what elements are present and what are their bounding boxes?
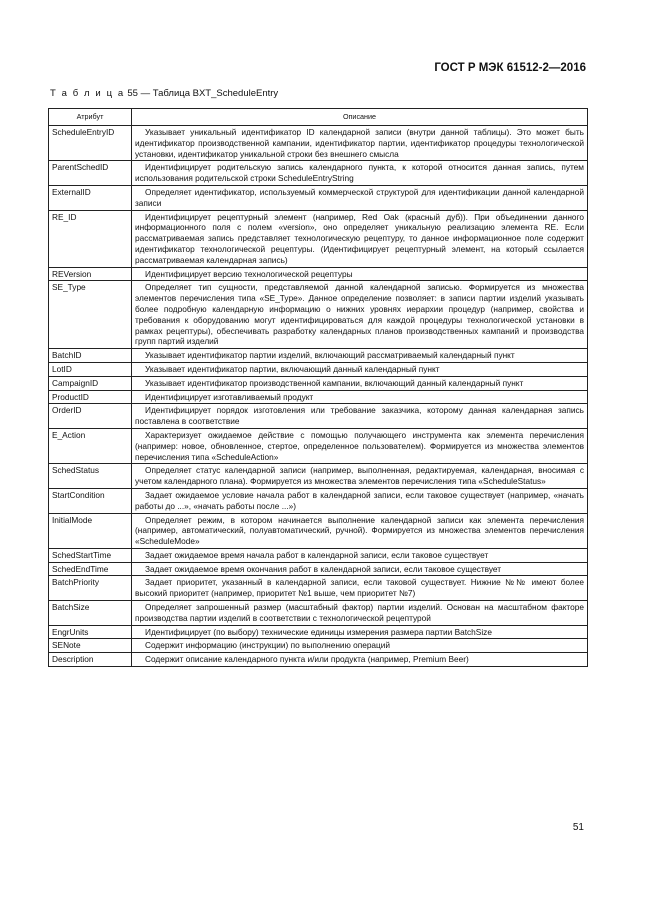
description-cell: Задает приоритет, указанный в календарной записи, если таковой существует. Нижние №№ имеют более высокий приоритет (например, приоритет №1 выше, чем приоритет №7) [132, 576, 588, 601]
table-row [49, 601, 588, 626]
attribute-cell: LotID [49, 362, 132, 376]
column-header-attribute: Атрибут [49, 109, 132, 126]
description-cell: Указывает идентификатор производственной кампании, включающий данный календарный пункт [132, 376, 588, 390]
table-row [49, 161, 588, 186]
attribute-cell: SchedStatus [49, 464, 132, 489]
table-row [49, 390, 588, 404]
table-row [49, 376, 588, 390]
description-cell: Содержит информацию (инструкции) по выполнению операций [132, 639, 588, 653]
schedule-entry-table [48, 108, 588, 667]
attribute-cell: E_Action [49, 428, 132, 463]
table-row [49, 488, 588, 513]
table-row [49, 126, 588, 161]
table-row [49, 281, 588, 349]
column-header-description: Описание [132, 109, 588, 126]
table-row [49, 362, 588, 376]
page-number: 51 [572, 822, 584, 833]
attribute-cell: InitialMode [49, 513, 132, 548]
description-cell: Задает ожидаемое время окончания работ в календарной записи, если таковое существует [132, 562, 588, 576]
attribute-cell: BatchPriority [49, 576, 132, 601]
description-cell: Указывает идентификатор партии изделий, включающий рассматриваемый календарный пункт [132, 349, 588, 363]
caption-title: 55 — Таблица BXT_ScheduleEntry [124, 88, 279, 99]
table-body [49, 126, 588, 667]
table-header-row [49, 109, 588, 126]
description-cell: Задает ожидаемое условие начала работ в календарной записи, если таковое существует (например, «начать работы до ...», «начать работы после ...») [132, 488, 588, 513]
description-cell: Содержит описание календарного пункта и/или продукта (например, Premium Beer) [132, 653, 588, 667]
table-caption [50, 88, 278, 99]
attribute-cell: BatchSize [49, 601, 132, 626]
description-cell: Идентифицирует порядок изготовления или требование заказчика, которому данная календарная запись поставлена в соответствие [132, 404, 588, 429]
description-cell: Идентифицирует версию технологической рецептуры [132, 267, 588, 281]
attribute-cell: ParentSchedID [49, 161, 132, 186]
description-cell: Идентифицирует (по выбору) технические единицы измерения размера партии BatchSize [132, 625, 588, 639]
table-row [49, 562, 588, 576]
description-cell: Идентифицирует родительскую запись календарного пункта, к которой относится данная запись, путем использования родительской строки ScheduleEntryString [132, 161, 588, 186]
attribute-cell: SE_Type [49, 281, 132, 349]
attribute-cell: REVersion [49, 267, 132, 281]
table-row [49, 464, 588, 489]
attribute-cell: BatchID [49, 349, 132, 363]
table-row [49, 210, 588, 267]
attribute-cell: SENote [49, 639, 132, 653]
table-row [49, 428, 588, 463]
description-cell: Указывает идентификатор партии, включающий данный календарный пункт [132, 362, 588, 376]
attribute-cell: ProductID [49, 390, 132, 404]
attribute-cell: CampaignID [49, 376, 132, 390]
description-cell: Определяет тип сущности, представляемой данной календарной записью. Формируется из множества элементов перечисления типа «SE_Type». Данное определение позволяет: в записи партии изделий указывать более подробную календарную информацию о нижних уровнях иерархии процедур (например, свойства и требования к оборудованию могут идентифицироваться для каждой процедуры технологической установки в рамках рецептуры), обеспечивать разработку календарных планов производственных кампаний и производства групп партий изделий [132, 281, 588, 349]
table-row [49, 576, 588, 601]
attribute-cell: OrderID [49, 404, 132, 429]
description-cell: Идентифицирует рецептурный элемент (например, Red Oak (красный дуб)). При объединении данного информационного поля с полем «version», оно определяет уникальную реализацию элемента RE. Если рассматриваемая запись представляет технологическую рецептуру, то данное информационное поле содержит идентификатор технологической рецептуры. (Идентифицирует рецептурный элемент, на который ссылается рассматриваемая календарная запись) [132, 210, 588, 267]
table-row [49, 653, 588, 667]
caption-prefix: Т а б л и ц а [50, 88, 125, 99]
attribute-cell: RE_ID [49, 210, 132, 267]
attribute-cell: Description [49, 653, 132, 667]
description-cell: Характеризует ожидаемое действие с помощью получающего инструмента как элемента перечисления (например: новое, обновленное, стертое, определенное пользователем). Формируется из множества элементов перечисления типа «ScheduleAction» [132, 428, 588, 463]
document-header: ГОСТ Р МЭК 61512-2—2016 [434, 62, 586, 74]
description-cell: Определяет запрошенный размер (масштабный фактор) партии изделий. Основан на масштабном факторе производства партии изделий в соответствии с технологической рецептурой [132, 601, 588, 626]
table-row [49, 548, 588, 562]
attribute-cell: ScheduleEntryID [49, 126, 132, 161]
attribute-cell: SchedStartTime [49, 548, 132, 562]
table-row [49, 185, 588, 210]
attribute-cell: SchedEndTime [49, 562, 132, 576]
attribute-cell: ExternalID [49, 185, 132, 210]
table-row [49, 625, 588, 639]
description-cell: Идентифицирует изготавливаемый продукт [132, 390, 588, 404]
description-cell: Определяет режим, в котором начинается выполнение календарной записи как элемента перечисления (например, автоматический, полуавтоматический, ручной). Формируется из множества элементов перечисления «ScheduleMode» [132, 513, 588, 548]
description-cell: Определяет статус календарной записи (например, выполненная, редактируемая, календарная, вносимая с учетом календарного плана). Формируется из множества элементов перечисления типа «ScheduleStatus» [132, 464, 588, 489]
description-cell: Указывает уникальный идентификатор ID календарной записи (внутри данной таблицы). Это может быть идентификатор производственной кампании, идентификатор партии, идентификатор процедуры технологической установки, идентификатор уникальной строки без внешнего смысла [132, 126, 588, 161]
attribute-cell: EngrUnits [49, 625, 132, 639]
table-row [49, 267, 588, 281]
table-row [49, 404, 588, 429]
table-row [49, 349, 588, 363]
table-row [49, 513, 588, 548]
table-row [49, 639, 588, 653]
description-cell: Задает ожидаемое время начала работ в календарной записи, если таковое существует [132, 548, 588, 562]
attribute-cell: StartCondition [49, 488, 132, 513]
description-cell: Определяет идентификатор, используемый коммерческой структурой для идентификации данной календарной записи [132, 185, 588, 210]
